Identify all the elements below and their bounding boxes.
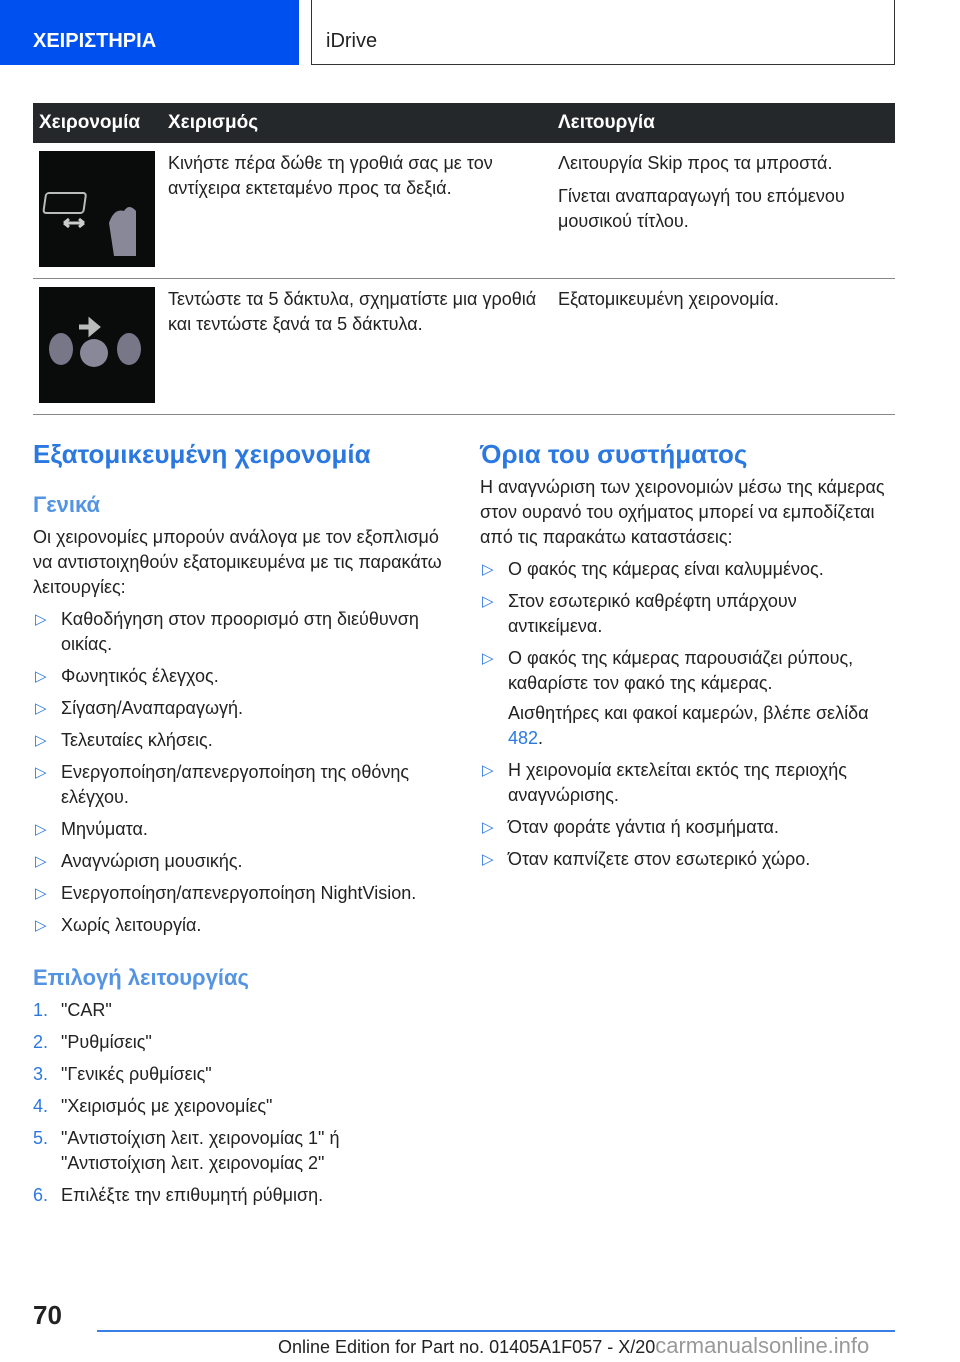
list-item	[33, 607, 443, 657]
list-item-text: "Γενικές ρυθμίσεις"	[61, 1064, 212, 1084]
list-item-text: Στον εσωτερικό καθρέφτη υπάρχουν αντικείμενα.	[508, 591, 797, 636]
list-item	[33, 913, 443, 938]
bullet-icon: ▷	[35, 885, 47, 902]
list-item	[33, 1094, 443, 1119]
bullet-icon: ▷	[35, 764, 47, 781]
section-heading: Εξατομικευμένη χειρονομία	[33, 439, 371, 469]
list-item	[33, 1062, 443, 1087]
list-item-text: Σίγαση/Αναπαραγωγή.	[61, 698, 244, 718]
list-item-text: Η χειρονομία εκτελείται εκτός της περιοχής αναγνώρισης.	[508, 760, 847, 805]
bullet-icon: ▷	[482, 762, 494, 779]
bullet-icon: ▷	[35, 917, 47, 934]
list-item-text: "Χειρισμός με χειρονομίες"	[61, 1096, 273, 1116]
list-item	[33, 1030, 443, 1055]
list-item-text: Μηνύματα.	[61, 819, 148, 839]
list-item	[480, 815, 890, 840]
gesture-table	[33, 103, 895, 415]
watermark: carmanualsonline.info	[655, 1333, 870, 1358]
list-item	[480, 758, 890, 808]
function-text: Εξατομικευμένη χειρονομία.	[558, 289, 780, 309]
page-number: 70	[33, 1300, 62, 1330]
limits-text: Η αναγνώριση των χειρονομιών μέσω της κάμερας στον ουρανό του οχήματος μπορεί να εμποδίζεται από τις παρακάτω καταστάσεις:	[480, 477, 885, 547]
bullet-icon: ▷	[35, 668, 47, 685]
operation-text: Τεντώστε τα 5 δάκτυλα, σχηματίστε μια γροθιά και τεντώστε ξανά τα 5 δάκτυλα.	[162, 279, 552, 415]
bullet-icon: ▷	[482, 561, 494, 578]
footer-divider	[97, 1330, 895, 1332]
page-header-title: iDrive	[311, 0, 895, 65]
bullet-icon: ▷	[482, 819, 494, 836]
list-item	[33, 881, 443, 906]
list-item-text: Φωνητικός έλεγχος.	[61, 666, 219, 686]
table-header	[33, 103, 895, 143]
note	[480, 701, 890, 751]
step-number: 6.	[33, 1185, 49, 1205]
col-gesture: Χειρονομία	[33, 103, 162, 143]
list-item	[33, 1183, 443, 1208]
list-item-text: Ο φακός της κάμερας είναι καλυμμένος.	[508, 559, 824, 579]
list-item-text: "Ρυθμίσεις"	[61, 1032, 152, 1052]
step-number: 4.	[33, 1096, 49, 1116]
col-function: Λειτουργία	[552, 103, 895, 143]
table-row	[33, 143, 895, 279]
table-row	[33, 279, 895, 415]
fist-open-gesture-icon	[39, 287, 155, 403]
list-item-text: Επιλέξτε την επιθυμητή ρύθμιση.	[61, 1185, 324, 1205]
bullet-icon: ▷	[35, 700, 47, 717]
step-list	[33, 998, 443, 1208]
left-column	[33, 439, 443, 1215]
note-text: Αισθητήρες και φακοί καμερών, βλέπε σελίδα	[508, 703, 869, 723]
list-item-text: "Αντιστοίχιση λειτ. χειρονομίας 1" ή "Αντιστοίχιση λειτ. χειρονομίας 2"	[61, 1128, 340, 1173]
bullet-icon: ▷	[482, 593, 494, 610]
bullet-icon: ▷	[482, 851, 494, 868]
list-item	[480, 589, 890, 639]
list-item	[33, 728, 443, 753]
list-item-text: Όταν φοράτε γάντια ή κοσμήματα.	[508, 817, 779, 837]
list-item-text: Καθοδήγηση στον προορισμό στη διεύθυνση οικίας.	[61, 609, 419, 654]
list-item	[33, 998, 443, 1023]
footer-edition	[278, 1333, 869, 1359]
operation-text: Κινήστε πέρα δώθε τη γροθιά σας με τον αντίχειρα εκτεταμένο προς τα δεξιά.	[162, 143, 552, 279]
list-item	[33, 849, 443, 874]
step-number: 2.	[33, 1032, 49, 1052]
page-link[interactable]: 482	[508, 728, 539, 748]
function-text: Λειτουργία Skip προς τα μπροστά.	[558, 153, 833, 173]
list-item-text: Τελευταίες κλήσεις.	[61, 730, 213, 750]
bullet-icon: ▷	[35, 853, 47, 870]
step-number: 1.	[33, 1000, 49, 1020]
section-tab: ΧΕΙΡΙΣΤΗΡΙΑ	[0, 0, 299, 65]
function-detail: Γίνεται αναπαραγωγή του επόμενου μουσικού τίτλου.	[558, 186, 845, 231]
list-item-text: Ενεργοποίηση/απενεργοποίηση της οθόνης ελέγχου.	[61, 762, 410, 807]
edition-text: Online Edition for Part no. 01405A1F057 - X/20	[278, 1337, 656, 1357]
bullet-icon: ▷	[35, 821, 47, 838]
list-item-text: Χωρίς λειτουργία.	[61, 915, 202, 935]
bullet-icon: ▷	[35, 732, 47, 749]
list-item	[480, 557, 890, 582]
step-number: 3.	[33, 1064, 49, 1084]
list-item	[33, 817, 443, 842]
bullet-icon: ▷	[35, 611, 47, 628]
list-item-text: "CAR"	[61, 1000, 112, 1020]
list-item	[480, 646, 890, 696]
note-end: .	[538, 728, 544, 748]
list-item-text: Αναγνώριση μουσικής.	[61, 851, 243, 871]
general-text: Οι χειρονομίες μπορούν ανάλογα με τον εξοπλισμό να αντιστοιχηθούν εξατομικευμένα με τις παρακάτω λειτουργίες:	[33, 527, 442, 597]
limits-list	[480, 557, 890, 696]
limits-list-2	[480, 758, 890, 872]
select-heading: Επιλογή λειτουργίας	[33, 965, 249, 990]
col-operation: Χειρισμός	[162, 103, 552, 143]
step-number: 5.	[33, 1128, 49, 1148]
swipe-gesture-icon	[39, 151, 155, 267]
list-item-text: Όταν καπνίζετε στον εσωτερικό χώρο.	[508, 849, 811, 869]
list-item	[33, 664, 443, 689]
list-item	[33, 760, 443, 810]
list-item	[33, 1126, 443, 1176]
general-heading: Γενικά	[33, 492, 101, 517]
bullet-icon: ▷	[482, 650, 494, 667]
list-item-text: Ενεργοποίηση/απενεργοποίηση NightVision.	[61, 883, 417, 903]
function-list	[33, 607, 443, 938]
limits-heading: Όρια του συστήματος	[480, 439, 748, 469]
list-item	[33, 696, 443, 721]
list-item	[480, 847, 890, 872]
list-item-text: Ο φακός της κάμερας παρουσιάζει ρύπους, καθαρίστε τον φακό της κάμερας.	[508, 648, 854, 693]
right-column	[480, 439, 890, 879]
